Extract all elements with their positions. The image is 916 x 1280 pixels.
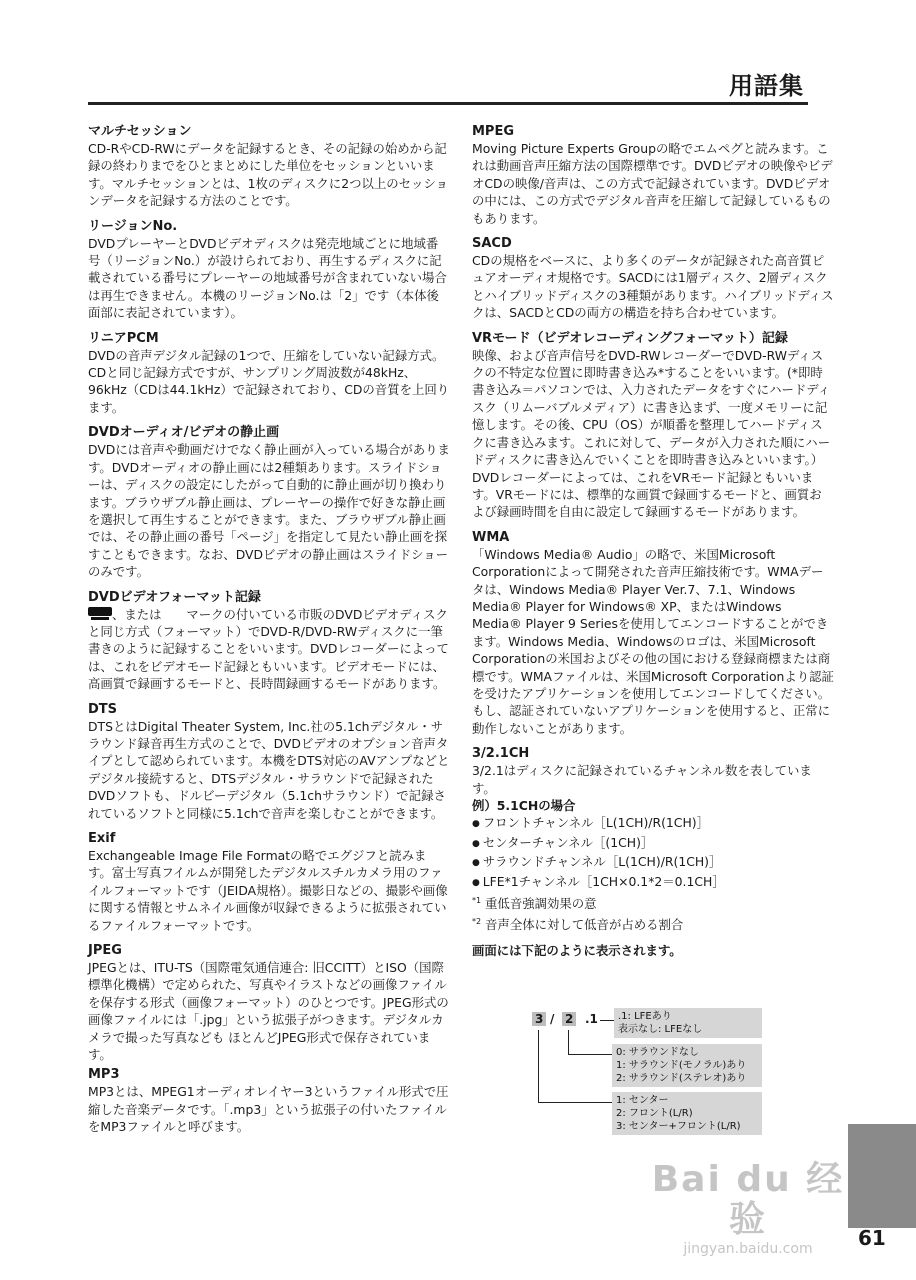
entry-dvd-video-format [88,589,450,693]
entry-body: MP3とは、MPEG1オーディオレイヤー3というファイル形式で圧縮した音楽データです。「.mp3」という拡張子の付いたファイルをMP3ファイルと呼びます。 [88,1084,449,1135]
entry-term: WMA [472,529,510,545]
list-item: ● センターチャンネル［(1CH)］ [472,834,834,853]
entry-term: DTS [88,701,118,717]
lfe-suffix: .1 [585,1012,598,1026]
right-column [472,120,834,967]
entry-body: 映像、および音声信号をDVD-RWレコーダーでDVD-RWディスクの不特定な位置に即時書き込み*することをいいます。(*即時書き込み＝パソコンでは、入力されたデータをすぐにハードディスク（リムーバブルメディア）に書き込まず、一度メモリーに記憶します。その後、CPU（OS）が順番を整理してハードディスクに書き込みます。これに対して、データが入力された順にハードディスクに書き込んでいくことを即時書き込みといいます。）DVDレコーダーによっては、これをVRモード記録ともいいます。VRモードには、標準的な画質で録画するモードと、画質および録画時間を自由に設定して録画するモードがあります。 [472,347,831,520]
surround-channel-digit: 2 [562,1012,576,1026]
entry-dts [88,701,450,822]
entry-sacd [472,235,834,322]
front-channel-digit: 3 [532,1012,546,1026]
entry-term: マルチセッション [88,124,192,139]
list-item: ● LFE*1チャンネル［1CH×0.1*2＝0.1CH］ [472,873,834,892]
footnote: $^{*2}$ 音声全体に対して低音が占める割合 [472,916,684,932]
entry-wma [472,529,834,737]
entry-vr-mode [472,330,834,521]
entry-body [88,606,450,693]
entry-body: Exchangeable Image File Formatの略でエグジフと読みます。富士写真フイルムが開発したデジタルスチルカメラ用のファイルフォーマットです（JEIDA規格）。撮影日などの、撮影や画像に関する情報とサムネイル画像が収録できるように拡張されているファイルフォーマットです。 [88,848,448,933]
entry-multisession [88,123,450,210]
entry-jpeg [88,942,450,1063]
side-tab [848,1124,916,1228]
header-rule [88,102,808,105]
entry-term: DVDオーディオ/ビデオの静止画 [88,425,280,441]
dvd-video-logo-icon [88,607,112,621]
footnote: $^{*1}$ 重低音強調効果の意 [472,896,597,912]
channel-list [472,814,834,892]
entry-term: DVDビデオフォーマット記録 [88,589,261,605]
entry-body: DVDには音声や動画だけでなく静止画が入っている場合があります。DVDオーディオの静止画には2種類あります。スライドショーは、ディスクの設定にしたがって自動的に静止画が切り換わります。ブラウザブル静止画は、プレーヤーの操作で好きな静止画を選択して再生することができます。また、ブラウザブル静止画では、その静止画の番号「ページ」を指定して見たい静止画を探すこともできます。なお、DVDビデオの静止画はスライドショーのみです。 [88,442,450,580]
entry-term: リニアPCM [88,330,159,346]
entry-body: DTSとはDigital Theater System, Inc.社の5.1chデジタル・サラウンド録音再生方式のことで、DVDビデオのオプション音声タイプとして認められています。本機をDTS対応のAVアンプなどとデジタル接続すると、DTSデジタル・サラウンドで記録されたDVDソフトも、ドルビーデジタル（5.1chサラウンド）で記録されているソフトと同様に5.1chで音声を楽しむことができます。 [88,718,450,821]
entry-term: Exif [88,831,116,846]
entry-term: リージョンNo. [88,218,178,234]
entry-body-text: 、または マークの付いている市販のDVDビデオディスクと同じ方式（フォーマット）でDVD-R/DVD-RWディスクに一筆書きのように記録することをいいます。DVDレコーダーによっては、これをビデオモード記録ともいいます。ビデオモードには、高画質で録画するモードと、長時間録画するモードがあります。 [88,606,449,692]
entry-term: SACD [472,236,512,252]
entry-term: MPEG [472,124,515,139]
entry-mpeg [472,123,834,227]
entry-body: Moving Picture Experts Groupの略でエムペグと読みます。これは動画音声圧縮方法の国際標準です。DVDビデオの映像やビデオCDの映像/音声は、この方式で記録されています。DVDビデオの中には、この方式でデジタル音声を圧縮して記録しているものもあります。 [472,141,833,226]
entry-linear-pcm [88,330,450,417]
connector-line [600,1020,614,1021]
slash-char: / [550,1012,555,1026]
list-item: ● サラウンドチャンネル［L(1CH)/R(1CH)］ [472,853,834,872]
entry-term: VRモード（ビデオレコーディングフォーマット）記録 [472,330,788,346]
page-number: 61 [858,1226,886,1250]
connector-line [568,1030,569,1054]
watermark: Bai du 经验 jingyan.baidu.com [651,1159,845,1257]
entry-body: CDの規格をベースに、より多くのデータが記録された高音質ピュアオーディオ規格です。SACDには1層ディスク、2層ディスクとハイブリッドディスクの3種類があります。ハイブリッドディスクは、SACDとCDの両方の構造を持ち合わせています。 [472,253,834,321]
display-label: 画面には下記のように表示されます。 [472,943,682,959]
connector-line [538,1102,612,1103]
lfe-legend-box: .1: LFEあり 表示なし: LFEなし [614,1008,762,1038]
front-legend-box: 1: センター 2: フロント(L/R) 3: センター+フロント(L/R) [612,1092,762,1135]
entry-mp3 [88,1066,450,1135]
entry-body: DVDプレーヤーとDVDビデオディスクは発売地域ごとに地域番号（リージョンNo.）が設けられており、再生するディスクに記載されている番号にプレーヤーの地域番号が含まれていない場合は再生できません。本機のリージョンNo.は「2」です（本体後面部に表記されています）。 [88,235,447,321]
entry-exif [88,830,450,934]
channel-display-diagram [530,1008,770,1138]
entry-term: 3/2.1CH [472,746,530,762]
entry-body: 「Windows Media® Audio」の略で、米国Microsoft Corporationによって開発された音声圧縮技術です。WMAデータは、Windows Media® Player Ver.7、7.1、Windows Media® Player for Windows® XP、またはWindows Media® Player 9 Seriesを使用してエンコードすることができます。Windows Media、Windowsのロゴは、米国Microsoft Corporationの米国およびその他の国における登録商標または商標です。WMAファイルは、米国Microsoft Corporationより認証を受けたアプリケーションを使用してエンコードしてください。もし、認証されていないアプリケーションを使用すると、正常に動作しないことがあります。 [472,546,834,736]
entry-body: JPEGとは、ITU-TS（国際電気通信連合: 旧CCITT）とISO（国際標準化機構）で定められた、写真やイラストなどの画像ファイルを保存する形式（画像フォーマット）のひとつです。JPEG形式の画像ファイルには「.jpg」という拡張子がつきます。デジタルカメラで撮った写真なども ほとんどJPEG形式で保存されています。 [88,960,449,1063]
example-title: 例）5.1CHの場合 [472,798,576,813]
left-column [88,120,450,1144]
entry-region [88,218,450,322]
entry-term: JPEG [88,943,122,959]
entry-body: CD-RやCD-RWにデータを記録するとき、その記録の始めから記録の終わりまでをひとまとめにした単位をセッションといいます。マルチセッションとは、1枚のディスクに2つ以上のセッションデータを記録する方法のことです。 [88,141,448,209]
connector-line [568,1054,612,1055]
list-item: ● フロントチャンネル［L(1CH)/R(1CH)］ [472,814,834,833]
entry-body: 3/2.1はディスクに記録されているチャンネル数を表しています。 [472,763,812,796]
entry-still-image [88,424,450,580]
entry-body: DVDの音声デジタル記録の1つで、圧縮をしていない記録方式。CDと同じ記録方式ですが、サンプリング周波数が48kHz、96kHz（CDは44.1kHz）で記録されており、CDの音質を上回ります。 [88,347,450,415]
surround-legend-box: 0: サラウンドなし 1: サラウンド(モノラル)あり 2: サラウンド(ステレオ)あり [612,1044,762,1087]
entry-channels [472,745,834,959]
page-title: 用語集 [729,72,804,100]
entry-term: MP3 [88,1067,120,1083]
connector-line [538,1030,539,1102]
